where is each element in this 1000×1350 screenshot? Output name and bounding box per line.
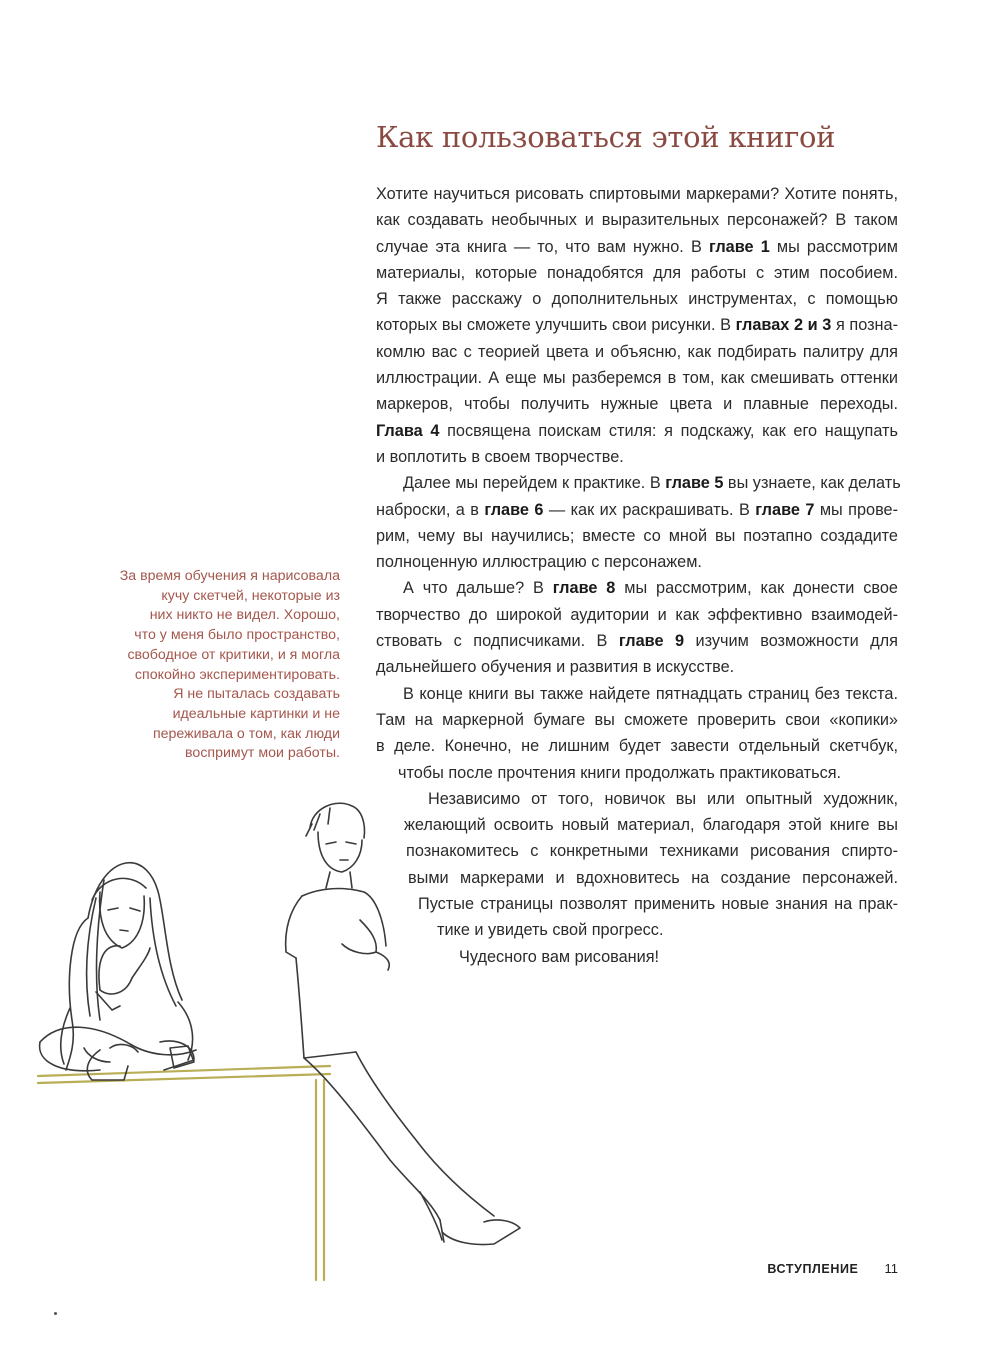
girl-figure — [40, 863, 196, 1080]
text-line: которых вы сможете улучшить свои рисунки. В главах 2 и 3 я позна- — [376, 316, 899, 335]
text-line: А что дальше? В главе 8 мы рассмотрим, как донести свое — [403, 579, 898, 598]
text-line: Пустые страницы позволят применить новые знания на прак- — [418, 895, 898, 914]
text-line: материалы, которые понадобятся для работы с этим пособием. — [376, 263, 898, 282]
shelf-lines — [38, 1066, 330, 1280]
chapter-ref: главе 1 — [708, 237, 770, 256]
text-line: случае эта книга — то, что вам нужно. В главе 1 мы рассмотрим — [376, 237, 898, 256]
text-line: желающий освоить новый материал, благодаря этой книге вы — [404, 816, 898, 835]
text-line: Независимо от того, новичок вы или опытный художник, — [428, 789, 898, 808]
chapter-ref: главе 6 — [484, 500, 544, 519]
paragraph-1 — [376, 181, 898, 470]
chapter-ref: главе 7 — [755, 500, 815, 519]
text-line: тике и увидеть свой прогресс. — [437, 921, 664, 940]
sketch-illustration-icon — [0, 780, 560, 1300]
text-line: Там на маркерной бумаге вы сможете проверить свои «копики» — [376, 710, 898, 729]
side-note-line: свободное от критики, и я могла — [127, 646, 340, 663]
side-note-line: что у меня было пространство, — [134, 627, 340, 644]
text-line: маркеров, чтобы получить нужные цвета и плавные переходы. — [376, 395, 898, 414]
side-note-line: Я не пыталась создавать — [173, 686, 340, 703]
side-note-line: За время обучения я нарисовала — [119, 568, 340, 584]
side-note-line: воспримут мои работы. — [185, 745, 340, 762]
side-note-line: них никто не видел. Хорошо, — [149, 607, 340, 624]
section-label: ВСТУПЛЕНИЕ — [767, 1262, 859, 1276]
text-line: выми маркерами и вдохновитесь на создание персонажей. — [408, 868, 898, 887]
text-line: ствовать с подписчиками. В главе 9 изучим возможности для — [376, 632, 898, 651]
paragraph-2 — [376, 470, 901, 575]
text-line: комлю вас с теорией цвета и объясню, как подбирать палитру для — [376, 342, 898, 361]
text-line: В конце книги вы также найдете пятнадцать страниц без текста. — [403, 684, 898, 703]
chapter-ref: главе 9 — [618, 632, 685, 651]
text-line: рим, чему вы научились; вместе со мной вы поэтапно создадите — [376, 526, 898, 545]
page-title: Как пользоваться этой книгой — [376, 120, 836, 154]
chapter-ref: главах 2 и 3 — [735, 316, 832, 335]
text-line: как создавать необычных и выразительных персонажей? В таком — [376, 211, 898, 230]
page-footer — [700, 1261, 898, 1276]
text-line: в деле. Конечно, не лишним будет завести отдельный скетчбук, — [376, 737, 898, 756]
side-note — [100, 567, 340, 764]
text-line: творчество до широкой аудитории и как эффективно взаимодей- — [376, 605, 898, 624]
text-line: Чудесного вам рисования! — [459, 947, 660, 966]
text-line: дальнейшего обучения и развития в искусстве. — [376, 658, 735, 677]
text-line: Хотите научиться рисовать спиртовыми маркерами? Хотите понять, — [376, 185, 898, 203]
side-note-line: переживала о том, как люди — [152, 725, 340, 742]
chapter-ref: главе 5 — [665, 474, 724, 493]
boy-figure — [286, 803, 520, 1244]
paragraph-4 — [376, 681, 898, 786]
text-line: познакомитесь с конкретными техниками рисования спирто- — [406, 842, 898, 861]
text-line: Глава 4 посвящена поискам стиля: я подскажу, как его нащупать — [376, 421, 898, 440]
page-number: 11 — [884, 1261, 898, 1276]
speck-decoration — [54, 1312, 57, 1315]
side-note-line: спокойно экспериментировать. — [134, 666, 340, 683]
text-line: чтобы после прочтения книги продолжать практиковаться. — [398, 763, 842, 782]
side-note-line: идеальные картинки и не — [172, 705, 340, 722]
text-line: иллюстрации. А еще мы разберемся в том, как смешивать оттенки — [376, 369, 898, 388]
text-line: Я также расскажу о дополнительных инструментах, с помощью — [376, 290, 898, 309]
text-line: наброски, а в главе 6 — как их раскрашивать. В главе 7 мы прове- — [376, 500, 899, 519]
chapter-ref: Глава 4 — [376, 421, 440, 440]
chapter-ref: главе 8 — [552, 579, 616, 598]
text-line: Далее мы перейдем к практике. В главе 5 вы узнаете, как делать — [403, 474, 901, 493]
paragraph-3 — [376, 575, 898, 680]
side-note-line: кучу скетчей, некоторые из — [161, 587, 340, 604]
text-line: и воплотить в своем творчестве. — [376, 447, 624, 466]
text-line: полноценную иллюстрацию с персонажем. — [376, 553, 702, 572]
